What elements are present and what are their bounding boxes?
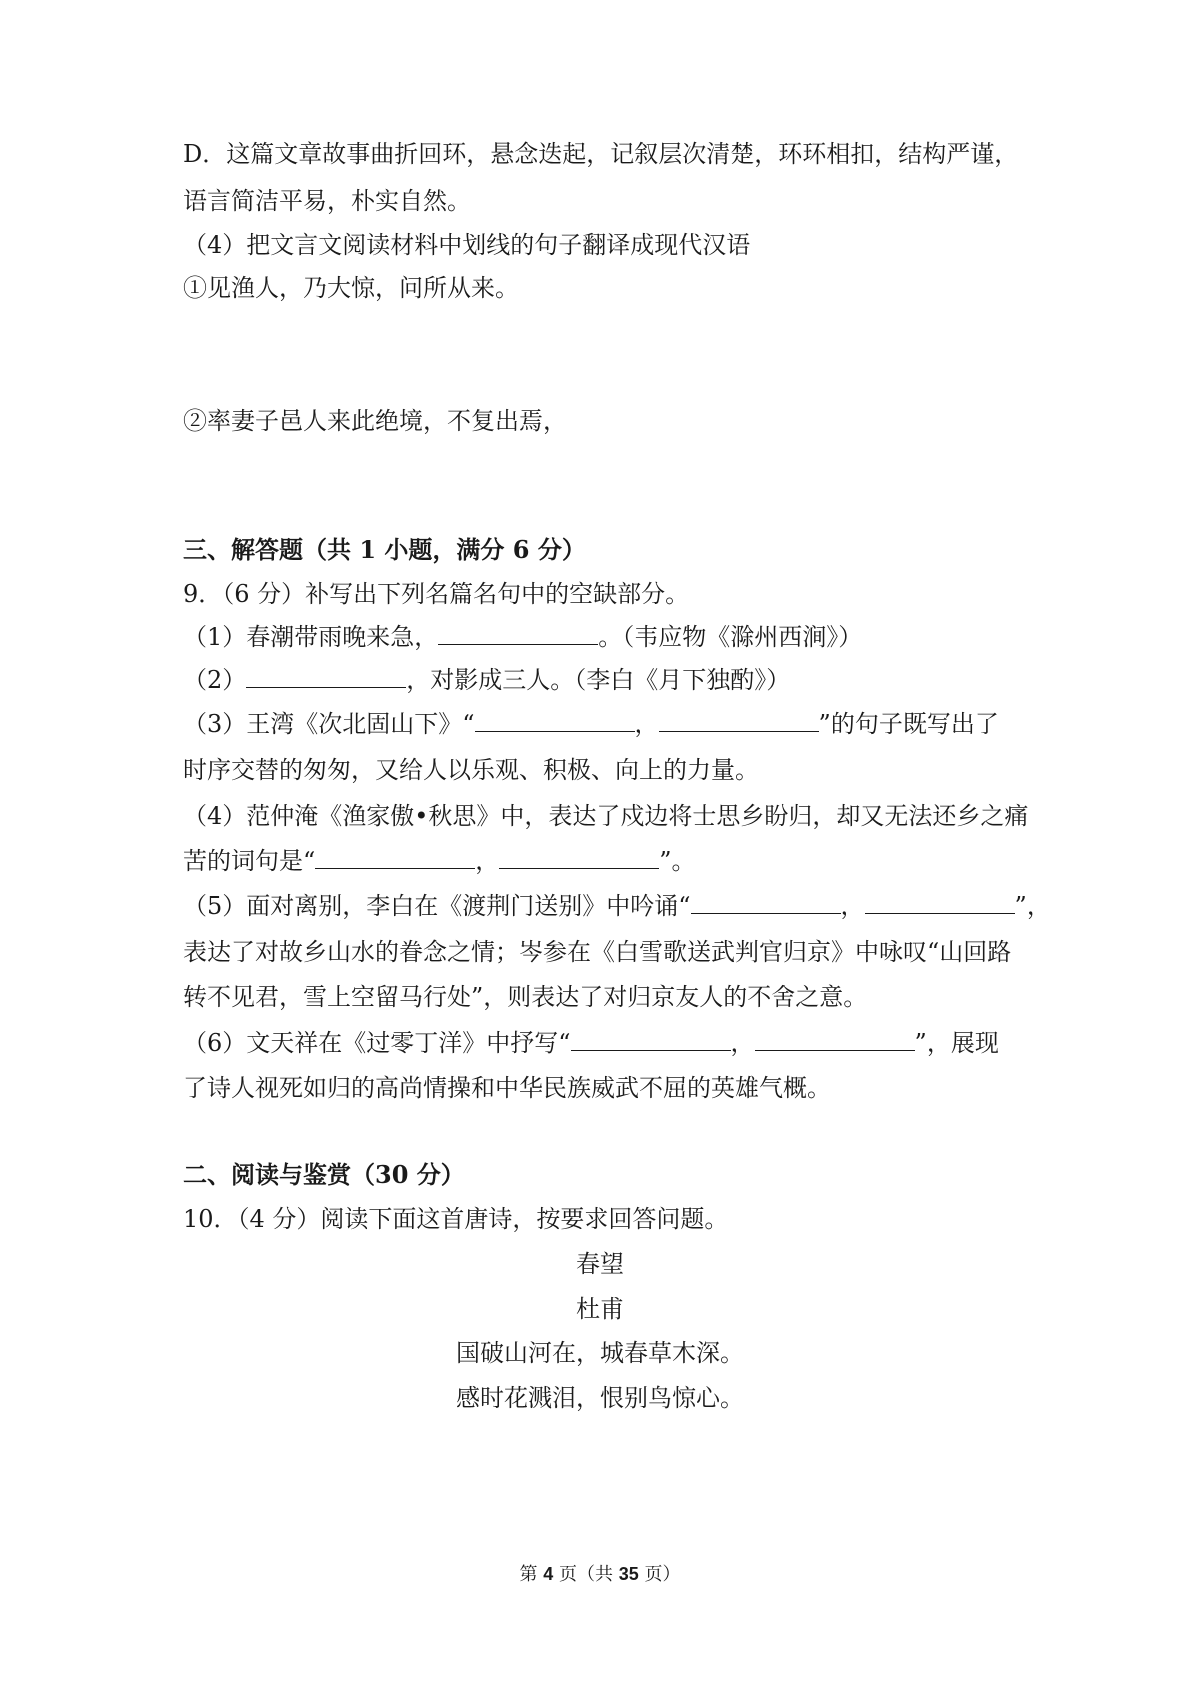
page-footer: 第 4 页（共 35 页） [519,1564,681,1585]
q9-item-6-cont: 了诗人视死如归的高尚情操和中华民族威武不屈的英雄气概。 [183,1074,831,1102]
answer-blank[interactable] [691,891,841,914]
poem-line-1: 国破山河在，城春草木深。 [456,1339,744,1367]
page-number: 4 [543,1564,554,1584]
answer-blank[interactable] [659,709,819,732]
q9-item-4: （4）范仲淹《渔家傲•秋思》中，表达了戍边将士思乡盼归，却又无法还乡之痛 [183,802,1029,830]
answer-blank[interactable] [571,1028,731,1051]
page-total: 35 [618,1564,639,1584]
translate-sentence-2: ②率妻子邑人来此绝境，不复出焉， [183,407,567,435]
option-d-line1: D．这篇文章故事曲折回环，悬念迭起，记叙层次清楚，环环相扣，结构严谨， [183,140,1019,168]
q9-item-5-cont1: 表达了对故乡山水的眷念之情；岑参在《白雪歌送武判官归京》中咏叹“山回路 [183,938,1012,966]
question-9-title: 9．（6 分）补写出下列名篇名句中的空缺部分。 [183,580,690,608]
answer-blank[interactable] [499,846,659,869]
q9-item-4-cont: 苦的词句是“ ， ”。 [183,847,696,875]
answer-blank[interactable] [315,846,475,869]
answer-blank[interactable] [475,709,635,732]
q9-item-3-cont: 时序交替的匆匆，又给人以乐观、积极、向上的力量。 [183,756,759,784]
q9-item-5: （5）面对离别，李白在《渡荆门送别》中吟诵“ ， ”， [183,892,1051,920]
q9-item-3: （3）王湾《次北固山下》“ ， ”的句子既写出了 [183,710,999,738]
question-4-instruction: （4）把文言文阅读材料中划线的句子翻译成现代汉语 [183,231,751,259]
answer-blank[interactable] [755,1028,915,1051]
answer-blank[interactable] [246,665,406,688]
question-10-title: 10．（4 分）阅读下面这首唐诗，按要求回答问题。 [183,1205,729,1233]
q9-item-6: （6）文天祥在《过零丁洋》中抒写“ ， ”，展现 [183,1029,999,1057]
translate-sentence-1: ①见渔人，乃大惊，问所从来。 [183,274,519,302]
answer-blank[interactable] [438,622,598,645]
section-2-heading: 二、阅读与鉴赏（30 分） [183,1160,465,1189]
poem-title: 春望 [576,1250,624,1278]
option-d-line2: 语言简洁平易，朴实自然。 [183,187,471,215]
q9-item-5-cont2: 转不见君，雪上空留马行处”，则表达了对归京友人的不舍之意。 [183,983,868,1011]
answer-blank[interactable] [865,891,1015,914]
section-3-heading: 三、解答题（共 1 小题，满分 6 分） [183,535,586,564]
poem-author: 杜甫 [576,1295,624,1323]
q9-item-2: （2） ，对影成三人。（李白《月下独酌》） [183,666,791,694]
q9-item-1: （1）春潮带雨晚来急， 。（韦应物《滁州西涧》） [183,623,863,651]
poem-line-2: 感时花溅泪，恨别鸟惊心。 [456,1384,744,1412]
